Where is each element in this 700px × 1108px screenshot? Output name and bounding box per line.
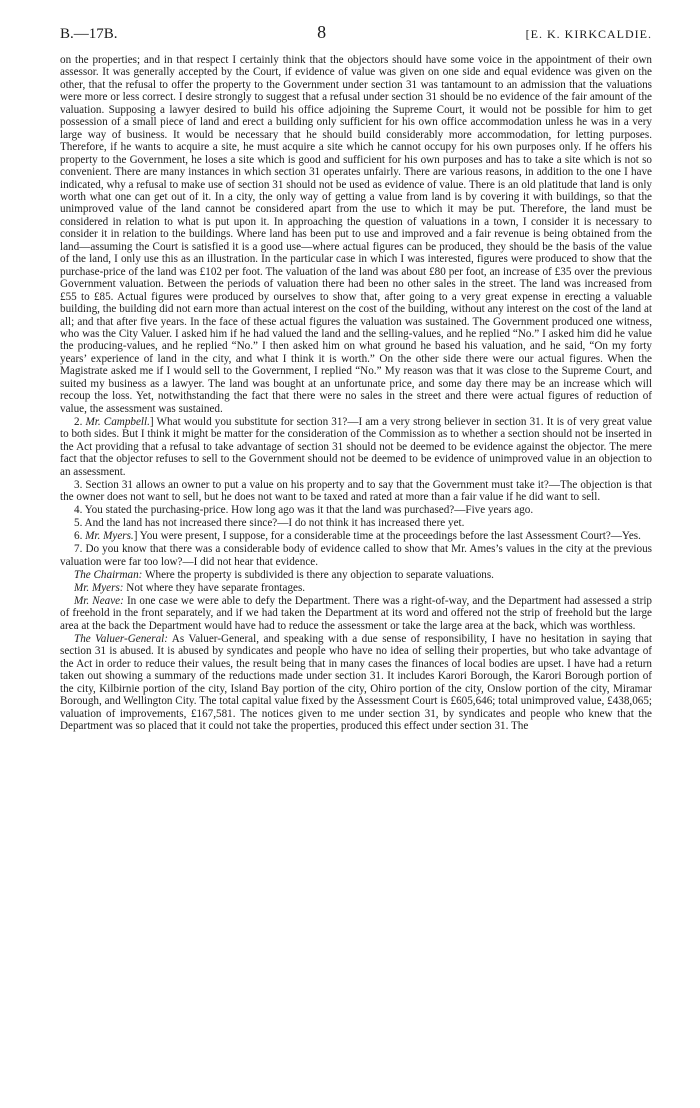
paragraph-5: 5. And the land has not increased there since?—I do not think it has increased there yet.	[74, 517, 465, 530]
speaker-name: The Chairman:	[74, 568, 143, 581]
paragraph-text: Not where they have separate frontages.	[123, 581, 306, 594]
paragraph-text: Where the property is subdivided is there any objection to separate valuations.	[142, 568, 494, 581]
paragraph-4: 4. You stated the purchasing-price. How long ago was it that the land was purchased?—Five years ago.	[74, 504, 534, 517]
speaker-name: Mr. Neave:	[74, 594, 124, 607]
speaker-name: Mr. Myers.	[85, 530, 134, 543]
paragraph-8	[60, 569, 652, 581]
paragraph-10	[60, 595, 652, 632]
document-reference: B.—17B.	[60, 26, 118, 42]
paragraph-6	[60, 530, 652, 542]
paragraph-7: 7. Do you know that there was a considerable body of evidence called to show that Mr. Ames’s values in the city at the previous valuation were far too low?—I did not hear that evidence.	[60, 543, 652, 568]
paragraph-3: 3. Section 31 allows an owner to put a value on his property and to say that the Government must take it?—The objection is that the owner does not want to sell, but he does not want to be taxed and rated at more than a fair value if he did want to sell.	[60, 478, 652, 504]
paragraph-text: ] You were present, I suppose, for a considerable time at the proceedings before the last Assessment Court?—Yes.	[133, 530, 641, 543]
page-header	[60, 22, 652, 48]
body-text	[60, 54, 652, 732]
paragraph-1: on the properties; and in that respect I certainly think that the objectors should have some voice in the appointment of their own assessor. It was generally accepted by the Court, if evidence of value was given on one side and equal evidence was given on the other, that the refusal to offer the property to the Government under section 31 was tantamount to an admission that the valuations were more or less correct. I desire strongly to suggest that a refusal under section 31 should be no evidence of the fair amount of the valuation. Supposing a lawyer desired to build his office adjoining the Supreme Court, it would not be possible for him to get possession of a small piece of land and erect a building only sufficient for his own office accommodation unless he was in a very large way of business. It would be necessary that he should build considerably more accommodation, for letting purposes. Therefore, if he wants to acquire a site, he must acquire a site which he cannot occupy for his own purposes only. If he offers his property to the Government, he loses a site which is good and sufficient for his own purposes and has to take a site which is not so convenient. There are many instances in which section 31 operates unfairly. There are various reasons, in addition to the one I have indicated, why a refusal to make use of section 31 should not be used as evidence of value. There is an old platitude that land is only worth what one can get out of it. In a city, the only way of getting a value from land is by covering it with buildings, so that the unimproved value of the land cannot be considered apart from the use to which it may be put. Therefore, the land must be considered in relation to what is put upon it. In approaching the question of valuations in a town, I consider it is necessary to consider it in relation to the buildings. Where land has been put to use and improved and a fair revenue is being obtained from the land—assuming the Court is satisfied it is a good use—where actual figures can be produced, they should be the basis of the value of the land, I only use this as an illustration. In the particular case in which I was interested, figures were produced to show that the purchase-price of the land was £102 per foot. The valuation of the land was about £80 per foot, an increase of £35 over the previous Government valuation. Between the periods of valuation there had been no other sales in the street. The land was increased from £55 to £85. Actual figures were produced by ourselves to show that, after going to a very great expense in erecting a valuable building, the building did not earn more than actual interest on the cost of the building, without any interest on the cost of the land at all; and that after five years. In the face of these actual figures the valuation was sustained. The Government produced one witness, who was the City Valuer. I asked him if he had valued the land and the selling-values, and he replied “No.” I asked him did he value the producing-values, and he replied “No.” I then asked him on what ground he based his valuation, and he said, “On my forty years’ experience of land in the city, and what I think it is worth.” On the other side there were our actual figures. When the Magistrate asked me if I would sell to the Government, I replied “No.” My reason was that it was close to the Supreme Court, and suited my business as a lawyer. The land was bought at an unfortunate price, and some day there may be an increase which will recoup the loss. Yet, notwithstanding the fact that there were no sales in the street and there were actual figures of reduction of value, the assessment was sustained.	[60, 54, 652, 415]
speaker-name: The Valuer-General:	[74, 632, 168, 645]
running-head: [E. K. KIRKCALDIE.	[525, 27, 652, 41]
paragraph-2	[60, 416, 652, 478]
question-number: 6.	[74, 530, 86, 543]
question-number: 2.	[74, 415, 86, 428]
speaker-name: Mr. Campbell.	[85, 415, 150, 428]
page-number: 8	[317, 22, 327, 42]
speaker-name: Mr. Myers:	[74, 581, 124, 594]
paragraph-11	[60, 633, 652, 733]
paragraph-text: As Valuer-General, and speaking with a due sense of responsibility, I have no hesitation in saying that section 31 is abused. It is abused by syndicates and people who have no idea of selling their properties, but who take advantage of the Act in order to reduce their values, the result being that in many cases the finances of local bodies are upset. I have had a return taken out showing a summary of the reductions made under section 31. It includes Karori Borough, the Karori Borough portion of the city, Kilbirnie portion of the city, Island Bay portion of the city, Ohiro portion of the city, Onslow portion of the city, Miramar Borough, and Wellington City. The total capital value fixed by the Assessment Court is £605,646; total unimproved value, £438,065; valuation of improvements, £167,581. The notices given to me under section 31, by syndicates and people who knew that the Department was so placed that it could not take the properties, produced this effect under section 31. The	[60, 632, 652, 732]
paragraph-9	[60, 582, 652, 594]
paragraph-text: ] What would you substitute for section 31?—I am a very strong believer in section 31. It is of very great value to both sides. But I think it might be matter for the consideration of the Commission as to whether a section should not be inserted in the Act providing that a refusal to take advantage of section 31 should not be deemed to be evidence against the objector. The mere fact that the objector refuses to sell to the Government should not be deemed to be evidence of unimproved value in an objection to an assessment.	[60, 415, 652, 478]
paragraph-text: In one case we were able to defy the Department. There was a right-of-way, and the Department had assessed a strip of freehold in the front separately, and if we had taken the Department at its word and offered not the strip of freehold but the large area at the back the Department would have had to reduce the assessment or take the large area at the back, which was worthless.	[60, 594, 652, 632]
